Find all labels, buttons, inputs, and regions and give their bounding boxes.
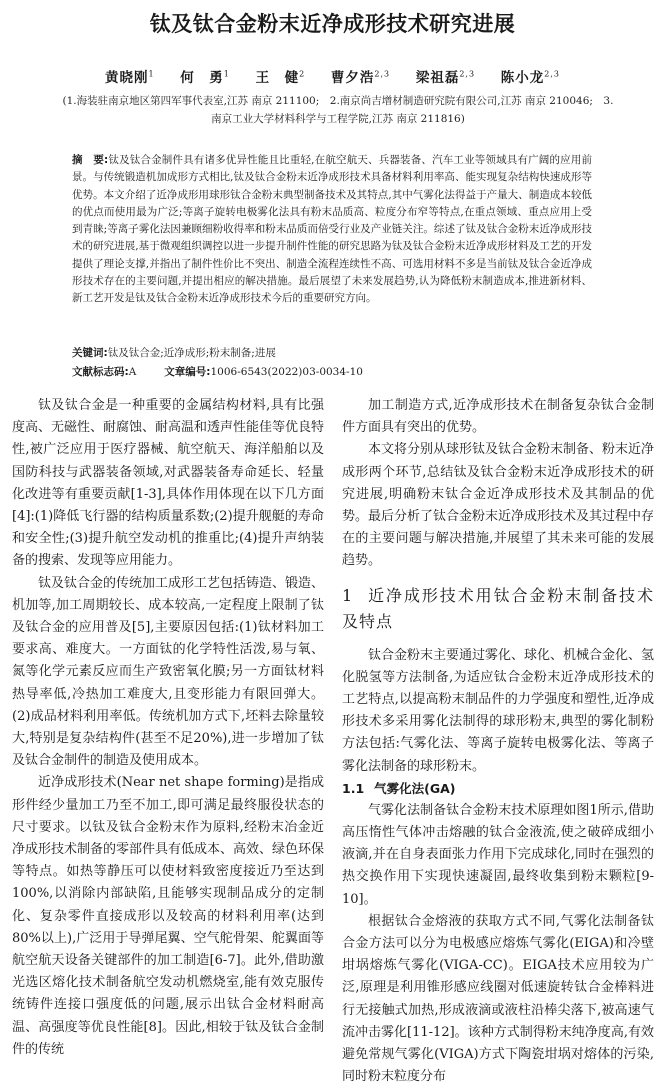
affiliations: (1.海装驻南京地区第四军事代表室,江苏 南京 211100; 2.南京尚吉增材制造研究院有限公司,江苏 南京 210046; 3.南京工业大学材料科学与工程学院,江苏 南京 211816) bbox=[62, 95, 614, 125]
doc-code-label: 文献标志码: bbox=[72, 366, 129, 378]
body-paragraph: 加工制造方式,近净成形技术在制备复杂钛合金制件方面具有突出的优势。 bbox=[342, 398, 654, 436]
paper-title: 钛及钛合金粉末近净成形技术研究进展 bbox=[149, 12, 516, 36]
body-paragraph: 近净成形技术(Near net shape forming)是指成形件经少量加工乃至不加工,即可满足最终服役状态的尺寸要求。以钛及钛合金粉末作为原料,经粉末冶金近净成形技术制备的零部件具有低成本、高效、绿色环保等特点。如热等静压可以使材料致密度接近乃至达到100%,以消除内部缺陷,且能够实现制品成分的定制化、复杂零件直接成形以及较高的材料利用率(达到80%以上),广泛用于导弹尾翼、空气舵骨架、舵翼面等航空航天设备关键部件的加工制造[6-7]。此外,借助激光选区熔化技术制备航空发动机燃烧室,能有效克服传统铸件连接口强度低的问题,展示出钛合金材料耐高温、高强度等优良性能[8]。因此,相较于钛及钛合金制件的传统 bbox=[12, 775, 325, 1057]
keywords-text: 钛及钛合金;近净成形;粉末制备;进展 bbox=[107, 347, 276, 359]
section-heading bbox=[342, 583, 654, 635]
subsection-title: 气雾化法(GA) bbox=[374, 780, 456, 796]
keywords bbox=[72, 345, 276, 360]
body-paragraph: 钛合金粉末主要通过雾化、球化、机械合金化、氢化脱氢等方法制备,为适应钛合金粉末近净成形技术的工艺特点,以提高粉末制品件的力学强度和塑性,近净成形技术多采用雾化法制得的球形粉末,典型的雾化制粉方法包括:气雾化法、等离子旋转电极雾化法、等离子雾化法制备的球形粉末。 bbox=[342, 647, 655, 774]
subsection-number: 1.1 bbox=[342, 780, 365, 796]
body-paragraph: 气雾化法制备钛合金粉末技术原理如图1所示,借助高压惰性气体冲击熔融的钛合金液流,使之破碎成细小液滴,并在自身表面张力作用下完成球化,同时在强烈的热交换作用下实现快速凝固,最终收集到粉末颗粒[9-10]。 bbox=[342, 802, 654, 907]
author: 王 健$^2$ bbox=[255, 69, 306, 86]
author: 陈小龙$^{2,3}$ bbox=[500, 69, 560, 86]
keywords-label: 关键词: bbox=[72, 347, 108, 359]
abstract-text: 钛及钛合金制件具有诸多优异性能且比重轻,在航空航天、兵器装备、汽车工业等领域具有广阔的应用前景。与传统锻造机加成形方式相比,钛及钛合金粉末近净成形技术具备材料利用率高、能实现复杂结构快速成形等优势。本文介绍了近净成形用球形钛合金粉末典型制备技术及其特点,其中气雾化法得益于产量大、制造成本较低的优点而使用最为广泛;等离子旋转电极雾化法具有粉末品质高、粒度分布窄等特点,在重点领域、重点应用上受到青睐;等离子雾化法因兼顾细粉收得率和粉末品质而倍受行业及产业链关注。综述了钛及钛合金粉末近净成形技术的研究进展,基于微观组织调控以进一步提升制件性能的研究思路为钛及钛合金粉末近净成形材料及工艺的开发提供了理论支撑,并指出了制件性价比不突出、制造全流程连续性不高、可选用材料不多是当前钛及钛合金近净成形技术存在的主要问题,并提出相应的解决措施。最后展望了未来发展趋势,认为降低粉末制造成本,推进新材料、新工艺开发是钛及钛合金粉末近净成形技术今后的重要研究方向。 bbox=[72, 154, 592, 305]
left-column bbox=[12, 395, 324, 1061]
article-no-value: 1006-6543(2022)03-0034-10 bbox=[210, 366, 363, 378]
section-number: 1 bbox=[342, 585, 354, 605]
body-paragraph: 根据钛合金熔液的获取方式不同,气雾化法制备钛合金方法可以分为电极感应熔炼气雾化(EIGA)和冷壁坩埚熔炼气雾化(VIGA-CC)。EIGA技术应用较为广泛,原理是利用锥形感应线圈对低速旋转钛合金棒料进行无接触式加热,形成液滴或液柱沿棒尖落下,被高速气流冲击雾化[11-12]。该种方式制得粉末纯净度高,有效避免常规气雾化(VIGA)方式下陶瓷坩埚对熔体的污染,同时粉末粒度分布 bbox=[342, 913, 654, 1085]
author: 曹夕浩$^{2,3}$ bbox=[330, 69, 391, 86]
body-paragraph: 钛及钛合金是一种重要的金属结构材料,具有比强度高、无磁性、耐腐蚀、耐高温和透声性能佳等优良特性,被广泛应用于医疗器械、航空航天、海洋船舶以及国防科技与武器装备领域,对武器装备寿命延长、轻量化改进等有重要贡献[1-3],具体作用体现在以下几方面[4]:(1)降低飞行器的结构质量系数;(2)提升舰艇的寿命和安全性;(3)提升航空发动机的推重比;(4)提升声纳装备的搜索、发现等应用能力。 bbox=[12, 398, 325, 569]
body-paragraph: 本文将分别从球形钛及钛合金粉末制备、粉末近净成形两个环节,总结钛及钛合金粉末近净成形技术的研究进展,明确粉末钛合金近净成形技术及其制品的优势。最后分析了钛合金粉末近净成形技术及其过程中存在的主要问题与解决措施,并展望了其未来可能的发展趋势。 bbox=[342, 442, 655, 569]
abstract-label: 摘 要: bbox=[72, 154, 109, 166]
section-title: 近净成形技术用钛合金粉末制备技术及特点 bbox=[342, 585, 654, 631]
doc-code-value: A bbox=[128, 366, 137, 378]
subsection-heading bbox=[342, 778, 654, 800]
author-list bbox=[0, 66, 665, 86]
body-paragraph: 钛及钛合金的传统加工成形工艺包括铸造、锻造、机加等,加工周期较长、成本较高,一定程度上限制了钛及钛合金的应用普及[5],主要原因包括:(1)钛材料加工要求高、难度大。一方面钛的化学特性活泼,易与氧、氮等化学元素反应而生产致密氧化膜;另一方面钛材料热导率低,冷热加工难度大,且变形能力有限回弹大。(2)成品材料利用率低。传统机加方式下,坯料去除量较大,特别是复杂结构件(甚至不足20%),进一步增加了钛及钛合金制件的制造及使用成本。 bbox=[12, 575, 325, 769]
author: 何 勇$^1$ bbox=[180, 69, 230, 86]
article-no-label: 文章编号: bbox=[164, 366, 211, 378]
abstract bbox=[72, 152, 592, 308]
right-column bbox=[342, 395, 654, 1088]
article-meta bbox=[72, 364, 363, 379]
author: 梁祖磊$^{2,3}$ bbox=[415, 69, 476, 86]
author: 黄晓刚$^1$ bbox=[105, 69, 155, 86]
